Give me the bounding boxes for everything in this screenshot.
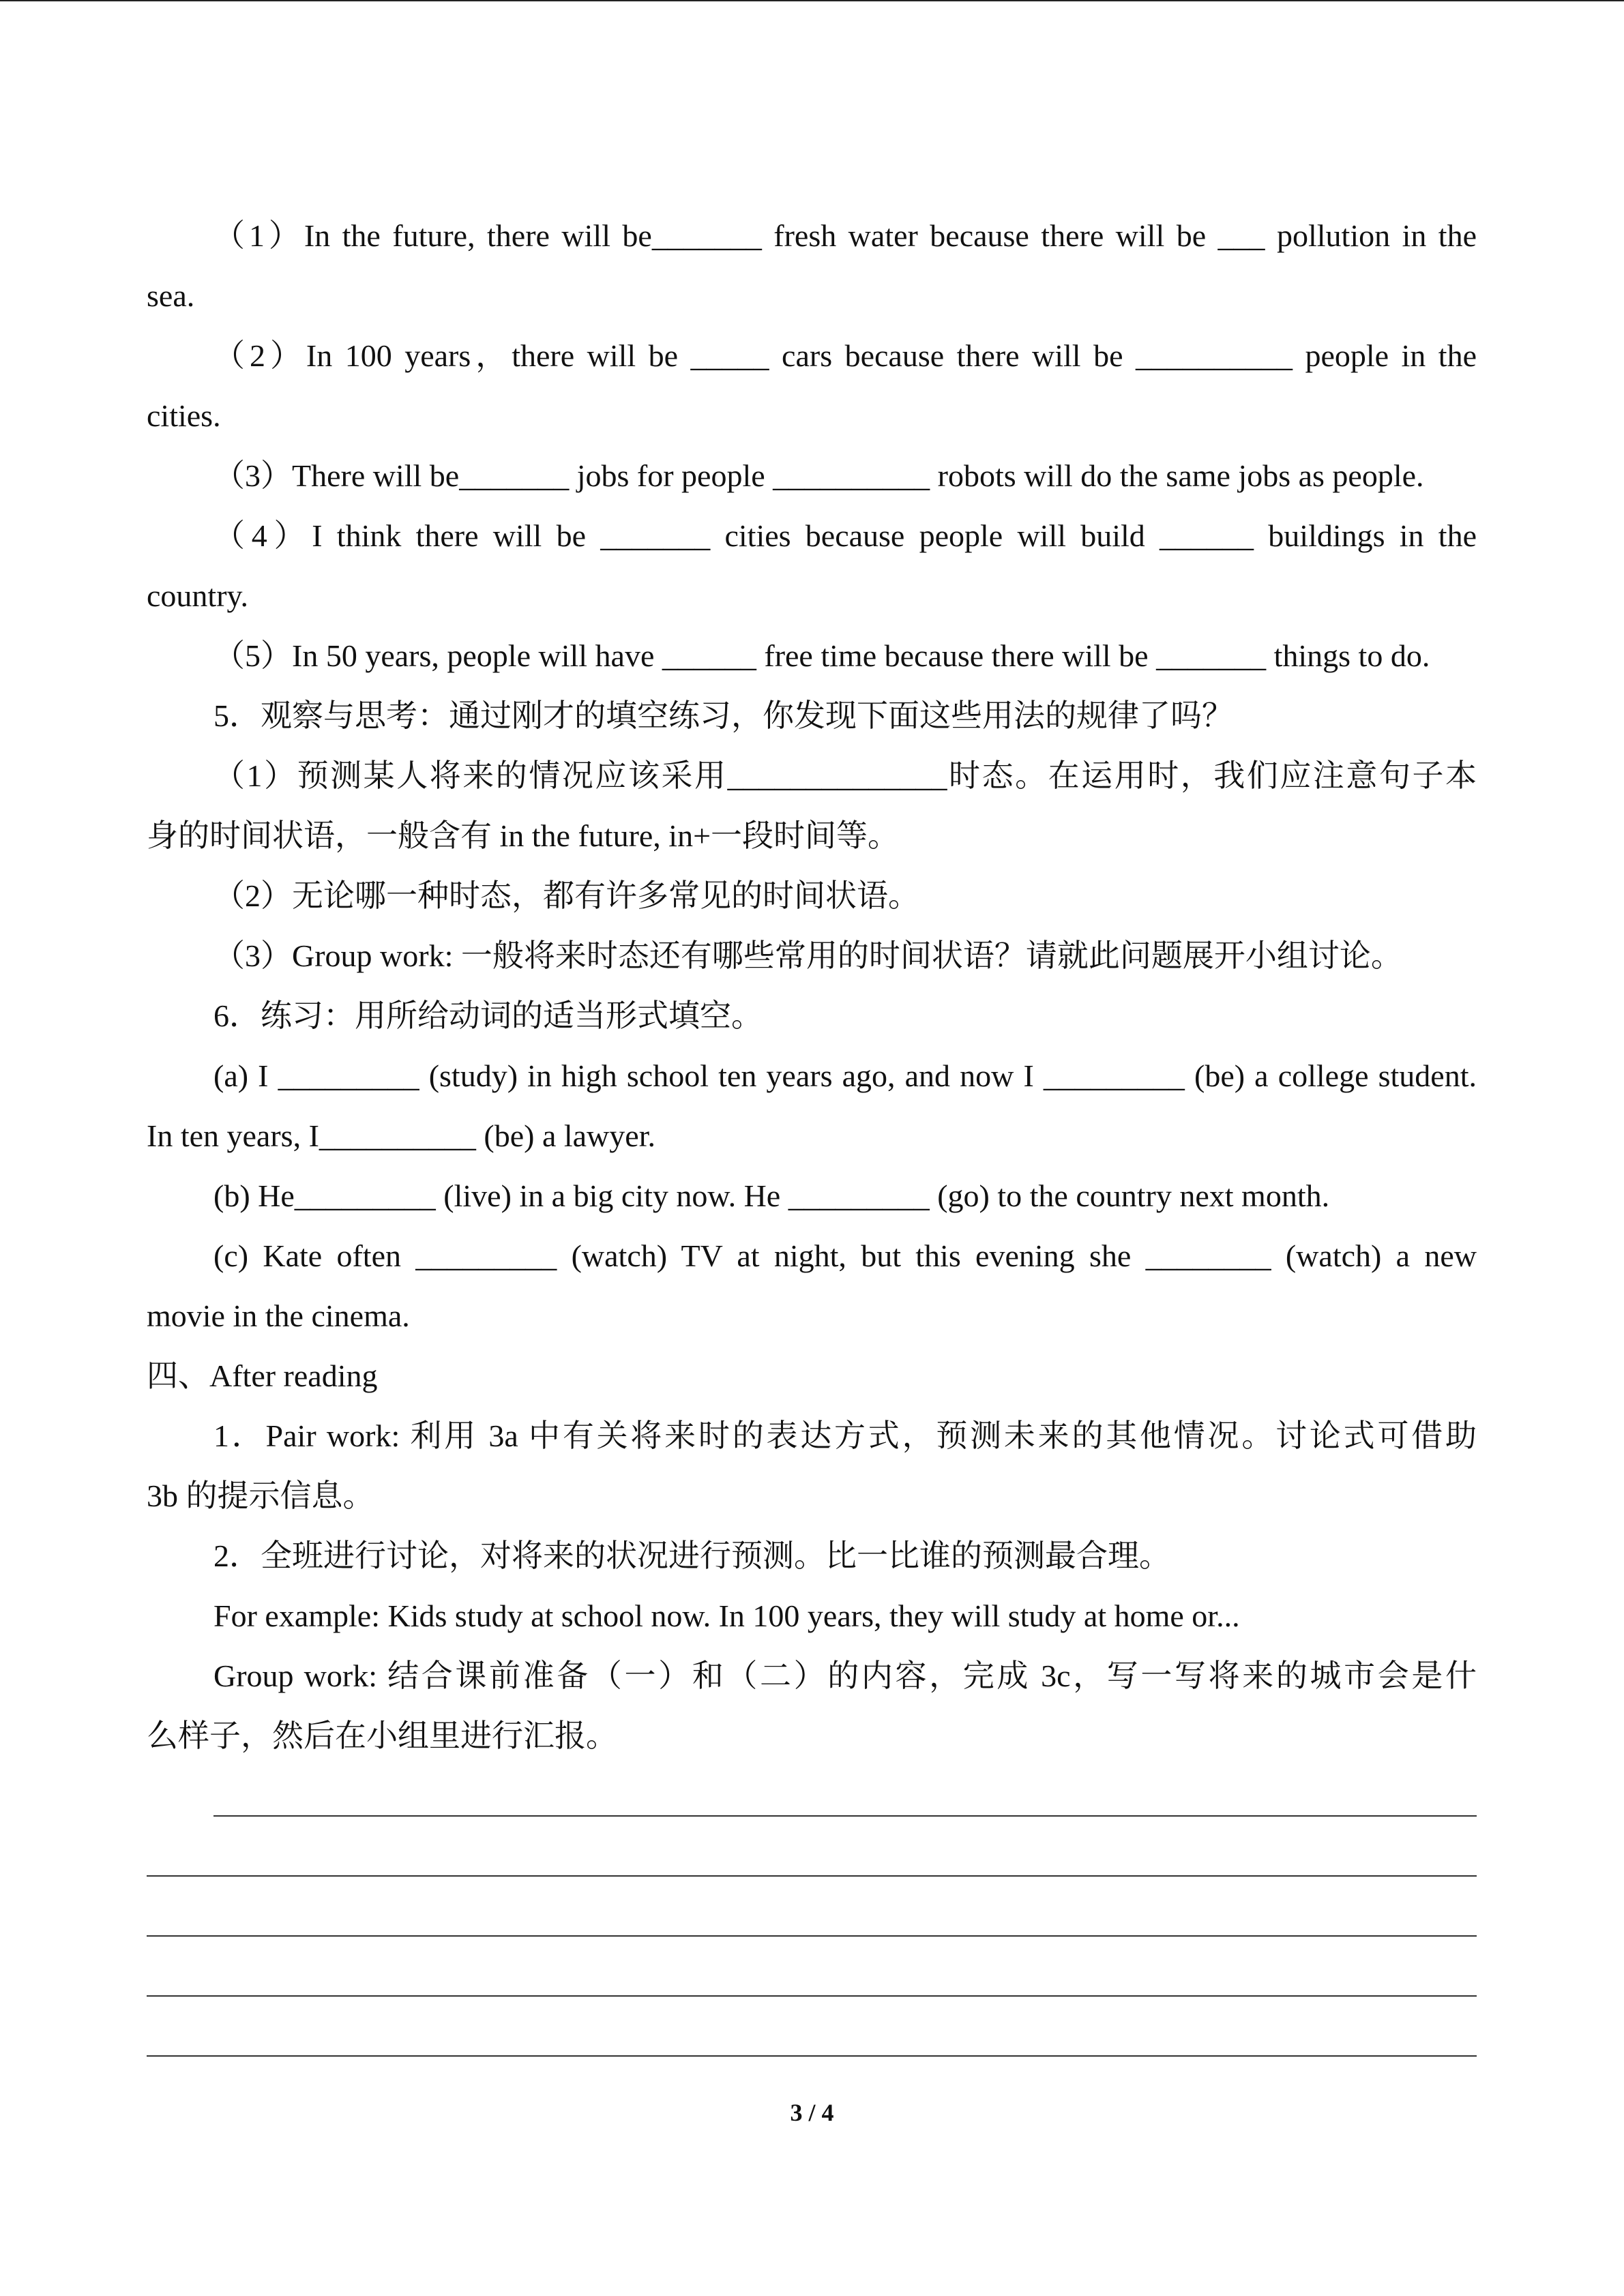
observe-item-1-cont: 身的时间状语，一般含有 in the future, in+一段时间等。 xyxy=(147,818,900,853)
pair-work-item: 1．Pair work: 利用 3a 中有关将来时的表达方式，预测未来的其他情况。讨论式可借助 xyxy=(213,1418,1477,1453)
observe-item-2: （2）无论哪一种时态，都有许多常见的时间状语。 xyxy=(213,878,919,913)
after-reading-heading: 四、After reading xyxy=(147,1358,378,1393)
fill-blank-item-4-cont: country. xyxy=(147,578,249,613)
fill-blank-item-4: （4）I think there will be _______ cities because people will build ______ buildings in the xyxy=(213,518,1477,553)
writing-line-4[interactable] xyxy=(147,1995,1477,1997)
group-work-item-cont: 么样子，然后在小组里进行汇报。 xyxy=(147,1718,617,1753)
fill-blank-item-2: （2）In 100 years，there will be _____ cars because there will be __________ people in the xyxy=(213,338,1477,373)
writing-line-1[interactable] xyxy=(213,1815,1477,1817)
fill-blank-item-1: （1）In the future, there will be_______ fresh water because there will be ___ pollution in the xyxy=(213,218,1477,253)
pair-work-item-cont: 3b 的提示信息。 xyxy=(147,1478,374,1513)
page-number: 3 / 4 xyxy=(790,2099,834,2126)
fill-blank-item-1-cont: sea. xyxy=(147,278,195,313)
section-5-heading: 5．观察与思考：通过刚才的填空练习，你发现下面这些用法的规律了吗？ xyxy=(213,698,1233,733)
writing-line-3[interactable] xyxy=(147,1935,1477,1937)
writing-line-5[interactable] xyxy=(147,2055,1477,2057)
class-discussion-item: 2．全班进行讨论，对将来的状况进行预测。比一比谁的预测最合理。 xyxy=(213,1538,1170,1573)
exercise-b: (b) He_________ (live) in a big city now. He _________ (go) to the country next month. xyxy=(213,1178,1330,1213)
exercise-a: (a) I _________ (study) in high school ten years ago, and now I _________ (be) a college student. xyxy=(213,1058,1477,1093)
group-work-item: Group work: 结合课前准备（一）和（二）的内容，完成 3c，写一写将来的城市会是什 xyxy=(213,1658,1477,1693)
exercise-c: (c) Kate often _________ (watch) TV at night, but this evening she ________ (watch) a new xyxy=(213,1238,1477,1273)
fill-blank-item-5: （5）In 50 years, people will have ______ free time because there will be _______ things to do. xyxy=(213,638,1430,673)
fill-blank-item-2-cont: cities. xyxy=(147,398,221,433)
exercise-a-cont: In ten years, I__________ (be) a lawyer. xyxy=(147,1118,655,1153)
section-6-heading: 6．练习：用所给动词的适当形式填空。 xyxy=(213,998,763,1033)
exercise-c-cont: movie in the cinema. xyxy=(147,1298,410,1333)
writing-line-2[interactable] xyxy=(147,1875,1477,1877)
observe-item-1: （1）预测某人将来的情况应该采用______________时态。在运用时，我们应注意句子本 xyxy=(213,758,1477,793)
observe-item-3: （3）Group work: 一般将来时态还有哪些常用的时间状语？请就此问题展开小组讨论。 xyxy=(213,938,1402,973)
fill-blank-item-3: （3）There will be_______ jobs for people __________ robots will do the same jobs as people. xyxy=(213,458,1424,493)
example-line: For example: Kids study at school now. In 100 years, they will study at home or... xyxy=(213,1598,1240,1633)
page-content xyxy=(147,206,1477,1766)
